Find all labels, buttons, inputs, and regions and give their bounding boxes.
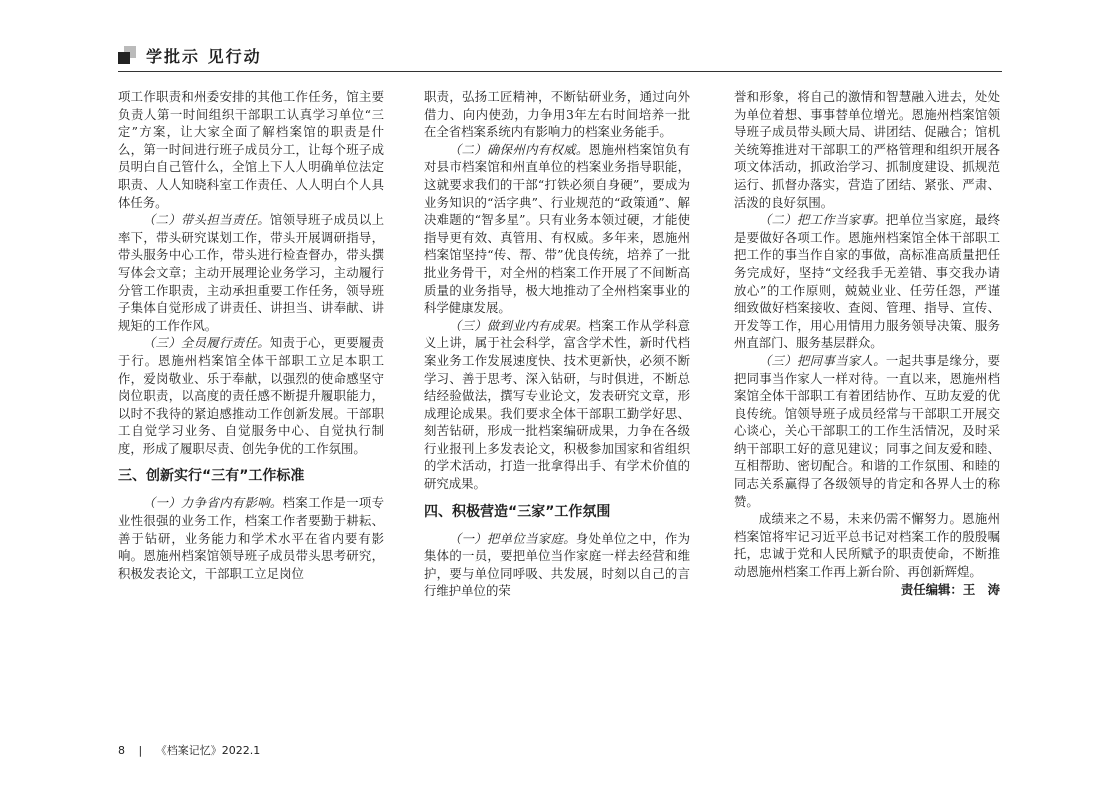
- paragraph-lead: （三）做到业内有成果。: [448, 317, 589, 333]
- paragraph: 誉和形象，将自己的激情和智慧融入进去，处处为单位着想、事事替单位增光。恩施州档案馆领导班子成员带头顾大局、讲团结、促融合；馆机关统筹推进对干部职工的严格管理和组织开展各项文体活动，抓政治学习、抓制度建设、抓规范运行、抓督办落实，营造了团结、紧张、严肃、活泼的良好氛围。: [734, 89, 1000, 210]
- text-column-2: [424, 88, 690, 600]
- journal-issue: 《档案记忆》2022.1: [155, 744, 261, 757]
- paragraph-text: 知责于心，更要履责于行。恩施州档案馆全体干部职工立足本职工作，爱岗敬业、乐于奉献，以强烈的使命感坚守岗位职责，以高度的责任感不断提升履职能力，以时不我待的紧迫感推动工作创新发展。干部职工自觉学习业务、自觉服务中心、自觉执行制度，形成了履职尽责、创先争优的工作氛围。: [118, 335, 385, 456]
- paragraph-text: 一起共事是缘分，要把同事当作家人一样对待。一直以来，恩施州档案馆全体干部职工有着团结协作、互助友爱的优良传统。馆领导班子成员经常与干部职工开展交心谈心，关心干部职工的工作生活情况，及时采纳干部职工好的意见建议；同事之间友爱和睦、互相帮助、密切配合。和谐的工作氛围、和睦的同志关系赢得了各级领导的肯定和各界人士的称赞。: [734, 352, 1001, 509]
- section-title: 学批示 见行动: [146, 47, 262, 66]
- paragraph-lead: （二）带头担当责任。: [142, 212, 270, 228]
- paragraph-lead: （二）把工作当家事。: [758, 212, 886, 228]
- paragraph: [734, 352, 1000, 510]
- paragraph-lead: （三）把同事当家人。: [758, 352, 886, 368]
- paragraph-text: 档案工作从学科意义上讲，属于社会科学，富含学术性，新时代档案业务工作发展速度快、技术更新快，必须不断学习、善于思考、深入钻研，与时俱进，不断总结经验做法，撰写专业论文，发表研究文章，形成理论成果。我们要求全体干部职工勤学好思、刻苦钻研，形成一批档案编研成果，力争在各级行业报刊上多发表论文，积极参加国家和省组织的学术活动，打造一批拿得出手、有学术价值的研究成果。: [424, 317, 691, 492]
- paragraph-lead: （一）力争省内有影响。: [142, 495, 283, 511]
- paragraph: [424, 317, 690, 493]
- paragraph-text: 身处单位之中，作为集体的一员，要把单位当作家庭一样去经营和维护，要与单位同呼吸、共发展，时刻以自己的言行维护单位的荣: [424, 530, 691, 599]
- footer-separator: |: [138, 744, 143, 757]
- paragraph-text: 把单位当家庭，最终是要做好各项工作。恩施州档案馆全体干部职工把工作的事当作自家的事做，高标准高质量把任务完成好，坚持“文经我手无差错、事交我办请放心”的工作原则，兢兢业业、任劳任怨，严谨细致做好档案接收、查阅、管理、指导、宣传、开发等工作，用心用情用力服务领导决策、服务州直部门、服务基层群众。: [734, 212, 1001, 351]
- paragraph-lead: （一）把单位当家庭。: [448, 530, 576, 546]
- section-heading: 四、积极营造“三家”工作氛围: [424, 503, 611, 520]
- paragraph-lead: （二）确保州内有权威。: [448, 141, 589, 157]
- paragraph: [734, 211, 1000, 352]
- paragraph-lead: （三）全员履行责任。: [142, 335, 270, 351]
- paragraph: [424, 141, 690, 317]
- text-column-1: [118, 88, 384, 582]
- paragraph: [118, 494, 384, 582]
- paragraph: [118, 211, 384, 334]
- paragraph: 项工作职责和州委安排的其他工作任务，馆主要负责人第一时间组织干部职工认真学习单位“三定”方案，让大家全面了解档案馆的职责是什么，第一时间进行班子成员分工，让每个班子成员明白自己管什么，全馆上下人人明确单位法定职责、人人知晓科室工作责任、人人明白个人具体任务。: [118, 89, 384, 210]
- paragraph: 成绩来之不易，未来仍需不懈努力。恩施州档案馆将牢记习近平总书记对档案工作的殷殷嘱托，忠诚于党和人民所赋予的职责使命，不断推动恩施州档案工作再上新台阶、再创新辉煌。: [734, 511, 1000, 580]
- paragraph-text: 恩施州档案馆负有对县市档案馆和州直单位的档案业务指导职能，这就要求我们的干部“打铁必须自身硬”，要成为业务知识的“活字典”、行业规范的“政策通”、解决难题的“智多星”。只有业务本领过硬，才能使指导更有效、真管用、有权威。多年来，恩施州档案馆坚持“传、帮、带”优良传统，培养了一批批业务骨干，对全州的档案工作开展了不间断高质量的业务指导，极大地推动了全州档案事业的科学健康发展。: [424, 141, 691, 316]
- paragraph-text: 档案工作是一项专业性很强的业务工作，档案工作者要勤于耕耘、善于钻研，业务能力和学术水平在省内要有影响。恩施州档案馆领导班子成员带头思考研究，积极发表论文，干部职工立足岗位: [118, 495, 385, 581]
- section-mark-icon: [118, 46, 136, 64]
- header-divider: [118, 71, 1002, 72]
- paragraph-text: 馆领导班子成员以上率下，带头研究谋划工作，带头开展调研指导，带头服务中心工作，带头进行检查督办，带头撰写体会文章；主动开展理论业务学习，主动履行分管工作职责，主动承担重要工作任务，领导班子集体自觉形成了讲责任、讲担当、讲奉献、讲规矩的工作作风。: [118, 212, 385, 333]
- paragraph: 职责，弘扬工匠精神，不断钻研业务，通过向外借力、向内使劲，力争用3年左右时间培养一批在全省档案系统内有影响力的档案业务能手。: [424, 89, 690, 140]
- editor-credit: 责任编辑：王 涛: [900, 581, 1000, 597]
- page-footer: [118, 742, 270, 758]
- text-column-3: [734, 88, 1000, 598]
- page-number: 8: [118, 744, 125, 757]
- paragraph: [424, 530, 690, 600]
- paragraph: [118, 334, 384, 457]
- section-heading: 三、创新实行“三有”工作标准: [118, 468, 305, 485]
